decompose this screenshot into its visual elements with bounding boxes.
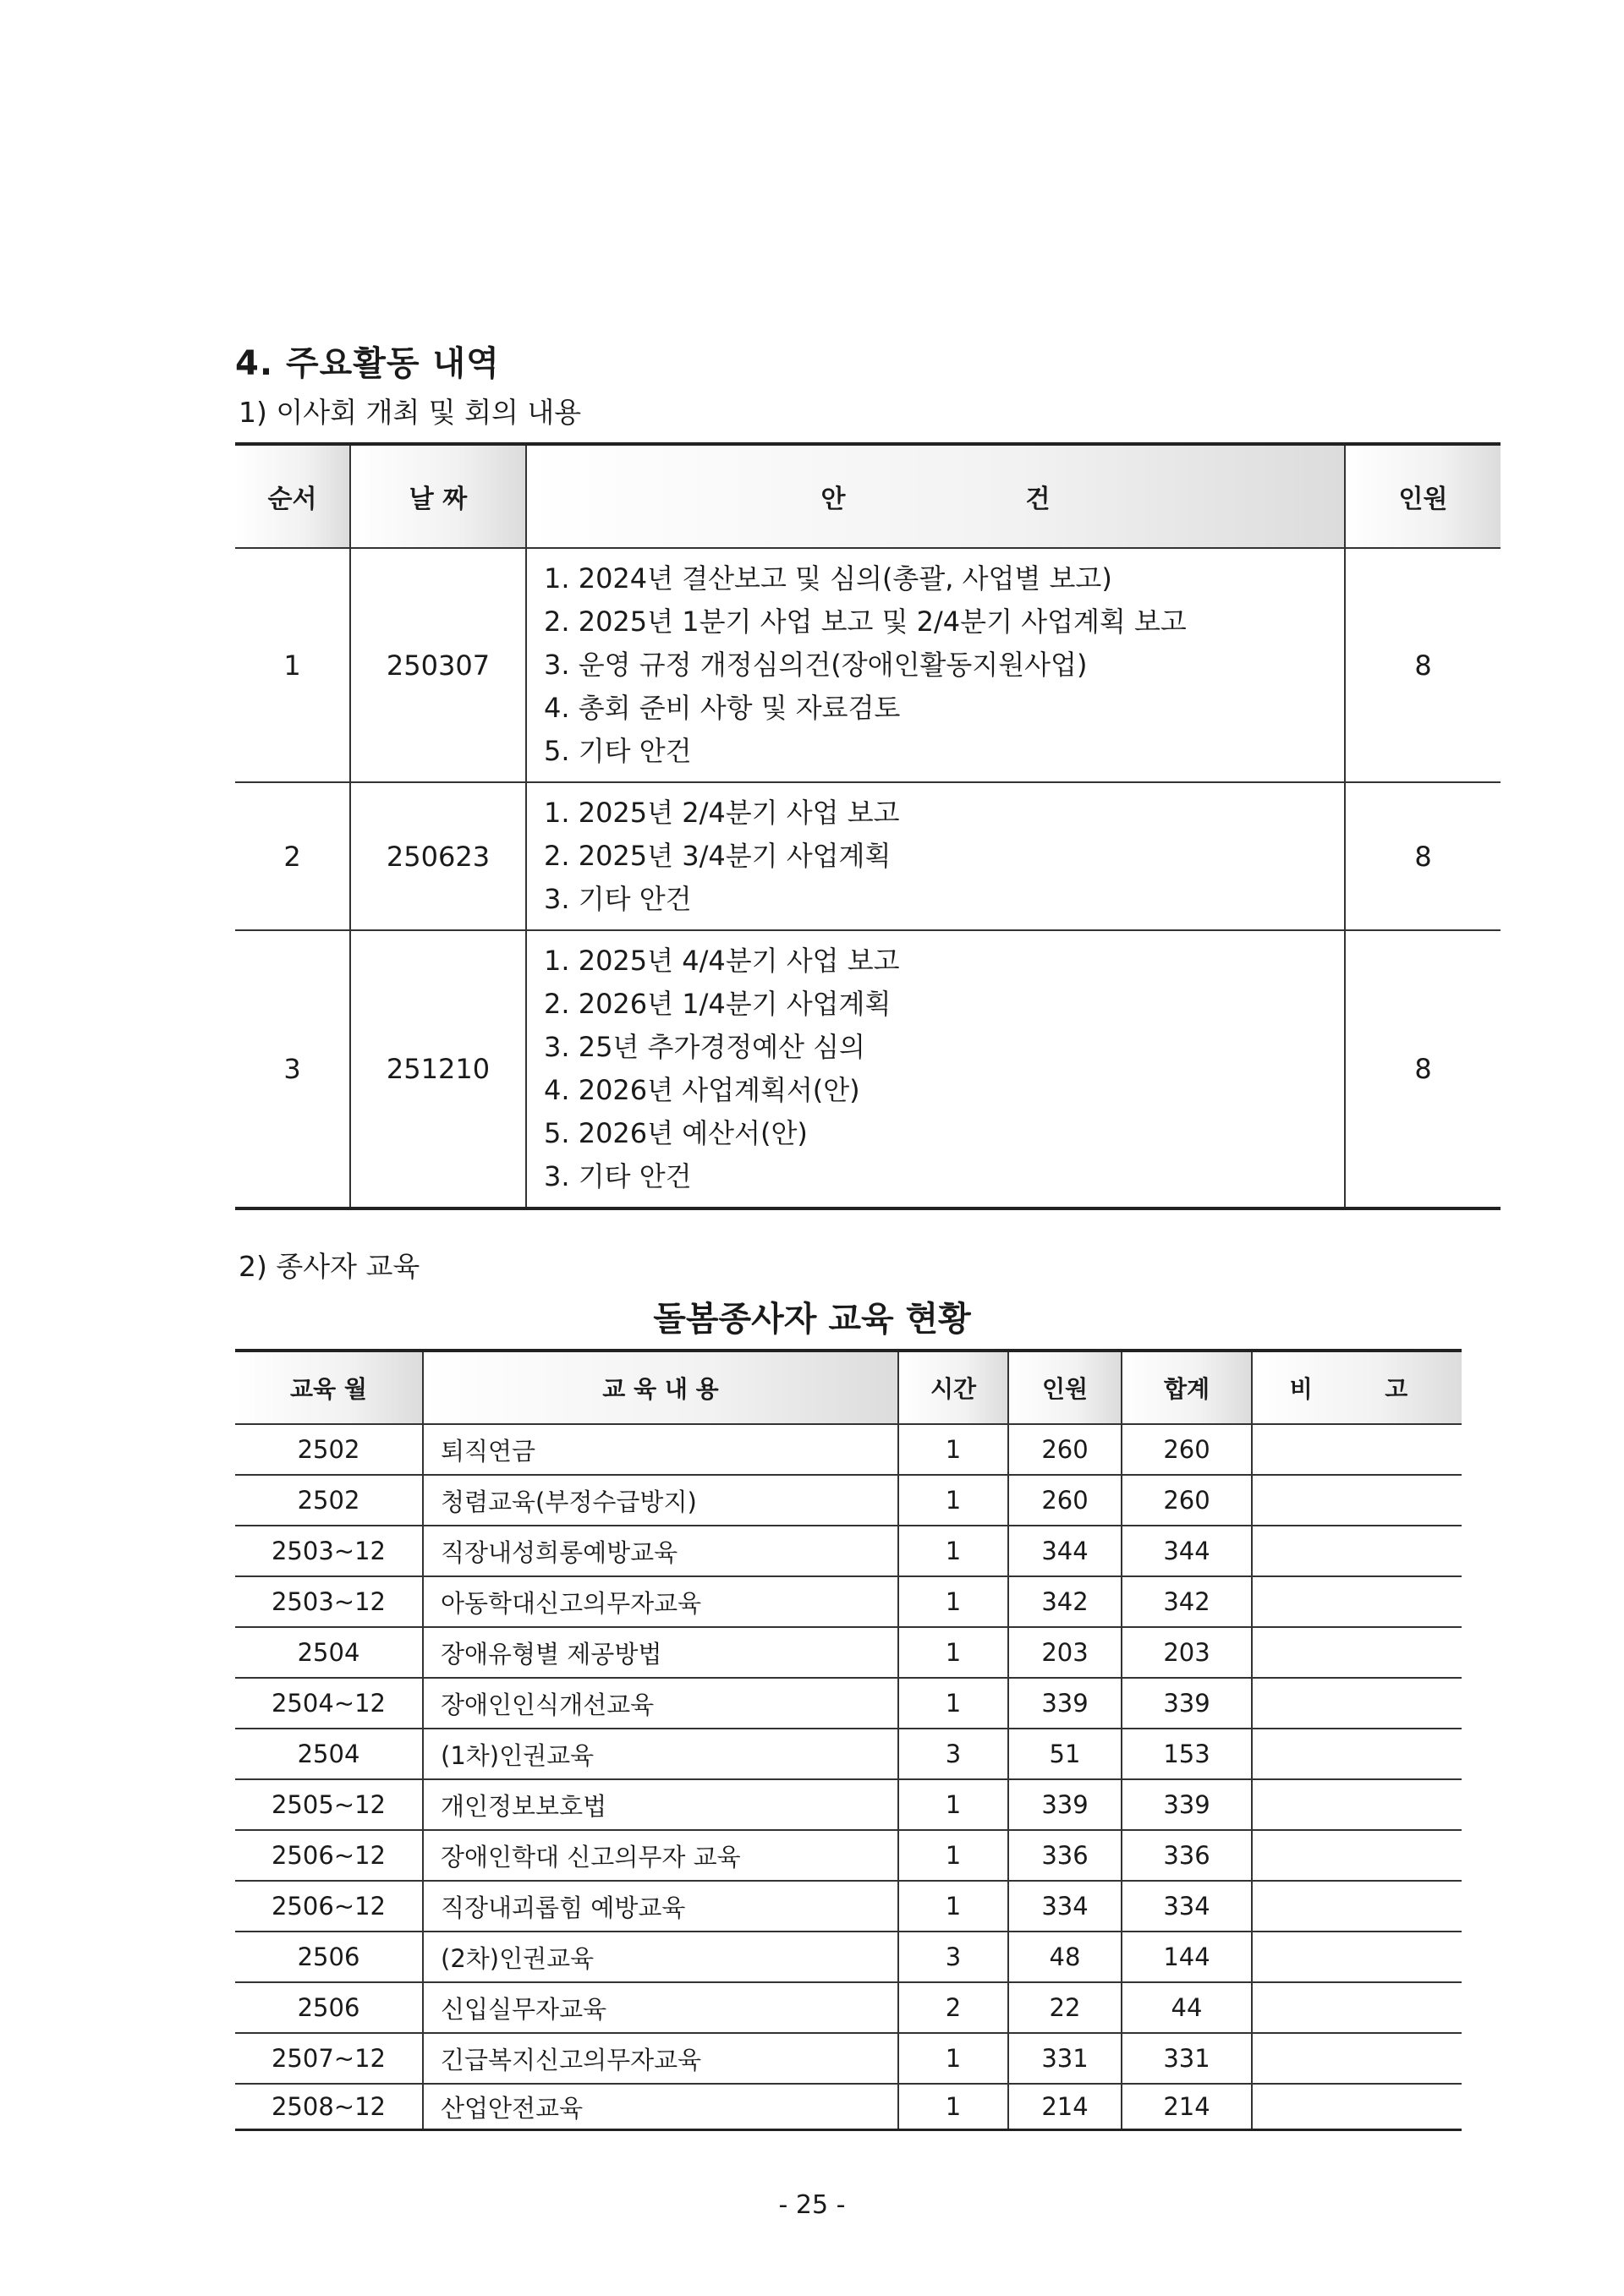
table-row xyxy=(235,2033,1462,2084)
training-subtitle: 2) 종사자 교육 xyxy=(239,1250,420,1283)
row-month: 2507~12 xyxy=(235,2033,423,2084)
row-hours: 3 xyxy=(898,1932,1008,1982)
row-hours: 1 xyxy=(898,1678,1008,1729)
agenda-item: 1. 2024년 결산보고 및 심의(총괄, 사업별 보고) xyxy=(544,562,1112,595)
agenda-item: 2. 2025년 1분기 사업 보고 및 2/4분기 사업계획 보고 xyxy=(544,606,1187,638)
header-order: 순서 xyxy=(235,444,350,548)
row-month: 2504 xyxy=(235,1627,423,1678)
header-month: 교육 월 xyxy=(235,1351,423,1424)
row-note xyxy=(1252,1678,1462,1729)
header-agenda-left: 안 xyxy=(820,485,846,514)
row-people: 8 xyxy=(1345,930,1501,1208)
row-total: 342 xyxy=(1122,1576,1252,1627)
row-content: 신입실무자교육 xyxy=(423,1982,898,2033)
agenda-item: 2. 2026년 1/4분기 사업계획 xyxy=(544,988,892,1020)
row-people: 8 xyxy=(1345,548,1501,782)
row-order: 2 xyxy=(235,782,350,930)
row-content: 직장내성희롱예방교육 xyxy=(423,1526,898,1576)
row-hours: 1 xyxy=(898,2084,1008,2130)
row-hours: 1 xyxy=(898,1830,1008,1881)
row-note xyxy=(1252,1932,1462,1982)
table-row xyxy=(235,2084,1462,2130)
row-note xyxy=(1252,2084,1462,2130)
table-row xyxy=(235,1729,1462,1779)
table-row xyxy=(235,1678,1462,1729)
row-date: 251210 xyxy=(350,930,526,1208)
page-number: - 25 - xyxy=(778,2190,846,2220)
row-month: 2506 xyxy=(235,1982,423,2033)
agenda-item: 1. 2025년 2/4분기 사업 보고 xyxy=(544,797,900,829)
row-month: 2504 xyxy=(235,1729,423,1779)
section-title: 4. 주요활동 내역 xyxy=(235,344,500,383)
row-note xyxy=(1252,1627,1462,1678)
row-content: 장애인인식개선교육 xyxy=(423,1678,898,1729)
row-people: 336 xyxy=(1008,1830,1122,1881)
table-row xyxy=(235,782,1501,930)
row-people: 8 xyxy=(1345,782,1501,930)
row-content: 퇴직연금 xyxy=(423,1424,898,1475)
row-hours: 2 xyxy=(898,1982,1008,2033)
row-content: 개인정보보호법 xyxy=(423,1779,898,1830)
row-total: 260 xyxy=(1122,1475,1252,1526)
row-people: 331 xyxy=(1008,2033,1122,2084)
table-row xyxy=(235,1932,1462,1982)
row-total: 144 xyxy=(1122,1932,1252,1982)
row-agenda xyxy=(526,548,1345,782)
row-note xyxy=(1252,1881,1462,1932)
table-row xyxy=(235,930,1501,1208)
row-content: 청렴교육(부정수급방지) xyxy=(423,1475,898,1526)
row-content: (1차)인권교육 xyxy=(423,1729,898,1779)
header-date: 날 짜 xyxy=(350,444,526,548)
row-people: 214 xyxy=(1008,2084,1122,2130)
row-total: 339 xyxy=(1122,1678,1252,1729)
row-month: 2508~12 xyxy=(235,2084,423,2130)
row-order: 1 xyxy=(235,548,350,782)
row-content: 산업안전교육 xyxy=(423,2084,898,2130)
header-agenda xyxy=(526,444,1345,548)
header-note xyxy=(1252,1351,1462,1424)
row-month: 2504~12 xyxy=(235,1678,423,1729)
row-month: 2506~12 xyxy=(235,1830,423,1881)
row-note xyxy=(1252,1576,1462,1627)
row-hours: 1 xyxy=(898,2033,1008,2084)
agenda-item: 1. 2025년 4/4분기 사업 보고 xyxy=(544,945,900,977)
agenda-item: 3. 25년 추가경정예산 심의 xyxy=(544,1031,865,1063)
table-row xyxy=(235,1627,1462,1678)
row-date: 250623 xyxy=(350,782,526,930)
row-hours: 1 xyxy=(898,1424,1008,1475)
row-note xyxy=(1252,1982,1462,2033)
row-hours: 1 xyxy=(898,1881,1008,1932)
header-total: 합계 xyxy=(1122,1351,1252,1424)
row-total: 260 xyxy=(1122,1424,1252,1475)
row-note xyxy=(1252,1830,1462,1881)
agenda-item: 3. 기타 안건 xyxy=(544,883,692,915)
row-people: 334 xyxy=(1008,1881,1122,1932)
row-note xyxy=(1252,1526,1462,1576)
row-people: 22 xyxy=(1008,1982,1122,2033)
agenda-item: 3. 운영 규정 개정심의건(장애인활동지원사업) xyxy=(544,649,1088,681)
board-table-header xyxy=(235,444,1501,548)
training-table-header xyxy=(235,1351,1462,1424)
row-month: 2506~12 xyxy=(235,1881,423,1932)
row-people: 260 xyxy=(1008,1475,1122,1526)
row-people: 344 xyxy=(1008,1526,1122,1576)
training-title: 돌봄종사자 교육 현황 xyxy=(653,1300,971,1339)
row-content: (2차)인권교육 xyxy=(423,1932,898,1982)
table-row xyxy=(235,1982,1462,2033)
row-hours: 1 xyxy=(898,1526,1008,1576)
agenda-item: 2. 2025년 3/4분기 사업계획 xyxy=(544,840,892,872)
row-content: 긴급복지신고의무자교육 xyxy=(423,2033,898,2084)
training-table xyxy=(235,1349,1462,2131)
row-content: 장애유형별 제공방법 xyxy=(423,1627,898,1678)
row-total: 334 xyxy=(1122,1881,1252,1932)
row-hours: 3 xyxy=(898,1729,1008,1779)
agenda-item: 4. 총회 준비 사항 및 자료검토 xyxy=(544,692,901,724)
row-hours: 1 xyxy=(898,1779,1008,1830)
header-hours: 시간 xyxy=(898,1351,1008,1424)
row-month: 2502 xyxy=(235,1424,423,1475)
agenda-item: 5. 기타 안건 xyxy=(544,735,692,767)
table-row xyxy=(235,1526,1462,1576)
row-people: 342 xyxy=(1008,1576,1122,1627)
row-month: 2502 xyxy=(235,1475,423,1526)
header-people: 인원 xyxy=(1008,1351,1122,1424)
header-people: 인원 xyxy=(1345,444,1501,548)
header-content: 교 육 내 용 xyxy=(423,1351,898,1424)
row-agenda xyxy=(526,782,1345,930)
row-total: 203 xyxy=(1122,1627,1252,1678)
table-row xyxy=(235,548,1501,782)
row-note xyxy=(1252,2033,1462,2084)
row-content: 직장내괴롭힘 예방교육 xyxy=(423,1881,898,1932)
row-month: 2505~12 xyxy=(235,1779,423,1830)
table-row xyxy=(235,1830,1462,1881)
row-note xyxy=(1252,1779,1462,1830)
row-note xyxy=(1252,1475,1462,1526)
row-total: 336 xyxy=(1122,1830,1252,1881)
row-note xyxy=(1252,1729,1462,1779)
row-hours: 1 xyxy=(898,1475,1008,1526)
row-month: 2506 xyxy=(235,1932,423,1982)
row-total: 339 xyxy=(1122,1779,1252,1830)
row-total: 214 xyxy=(1122,2084,1252,2130)
board-subtitle: 1) 이사회 개최 및 회의 내용 xyxy=(239,396,582,429)
row-hours: 1 xyxy=(898,1627,1008,1678)
agenda-item: 3. 기타 안건 xyxy=(544,1160,692,1192)
row-total: 344 xyxy=(1122,1526,1252,1576)
row-people: 203 xyxy=(1008,1627,1122,1678)
row-people: 339 xyxy=(1008,1678,1122,1729)
row-date: 250307 xyxy=(350,548,526,782)
row-people: 48 xyxy=(1008,1932,1122,1982)
row-note xyxy=(1252,1424,1462,1475)
row-total: 153 xyxy=(1122,1729,1252,1779)
table-row xyxy=(235,1475,1462,1526)
table-row xyxy=(235,1779,1462,1830)
row-order: 3 xyxy=(235,930,350,1208)
row-people: 260 xyxy=(1008,1424,1122,1475)
row-total: 44 xyxy=(1122,1982,1252,2033)
header-agenda-right: 건 xyxy=(1025,485,1051,514)
row-month: 2503~12 xyxy=(235,1576,423,1627)
row-month: 2503~12 xyxy=(235,1526,423,1576)
header-note-right: 고 xyxy=(1385,1375,1408,1403)
table-row xyxy=(235,1881,1462,1932)
row-content: 장애인학대 신고의무자 교육 xyxy=(423,1830,898,1881)
agenda-item: 5. 2026년 예산서(안) xyxy=(544,1117,808,1149)
agenda-item: 4. 2026년 사업계획서(안) xyxy=(544,1074,860,1106)
row-content: 아동학대신고의무자교육 xyxy=(423,1576,898,1627)
row-hours: 1 xyxy=(898,1576,1008,1627)
row-people: 51 xyxy=(1008,1729,1122,1779)
row-total: 331 xyxy=(1122,2033,1252,2084)
row-agenda xyxy=(526,930,1345,1208)
table-row xyxy=(235,1576,1462,1627)
header-note-left: 비 xyxy=(1289,1375,1313,1403)
board-meeting-table xyxy=(235,442,1501,1210)
row-people: 339 xyxy=(1008,1779,1122,1830)
table-row xyxy=(235,1424,1462,1475)
